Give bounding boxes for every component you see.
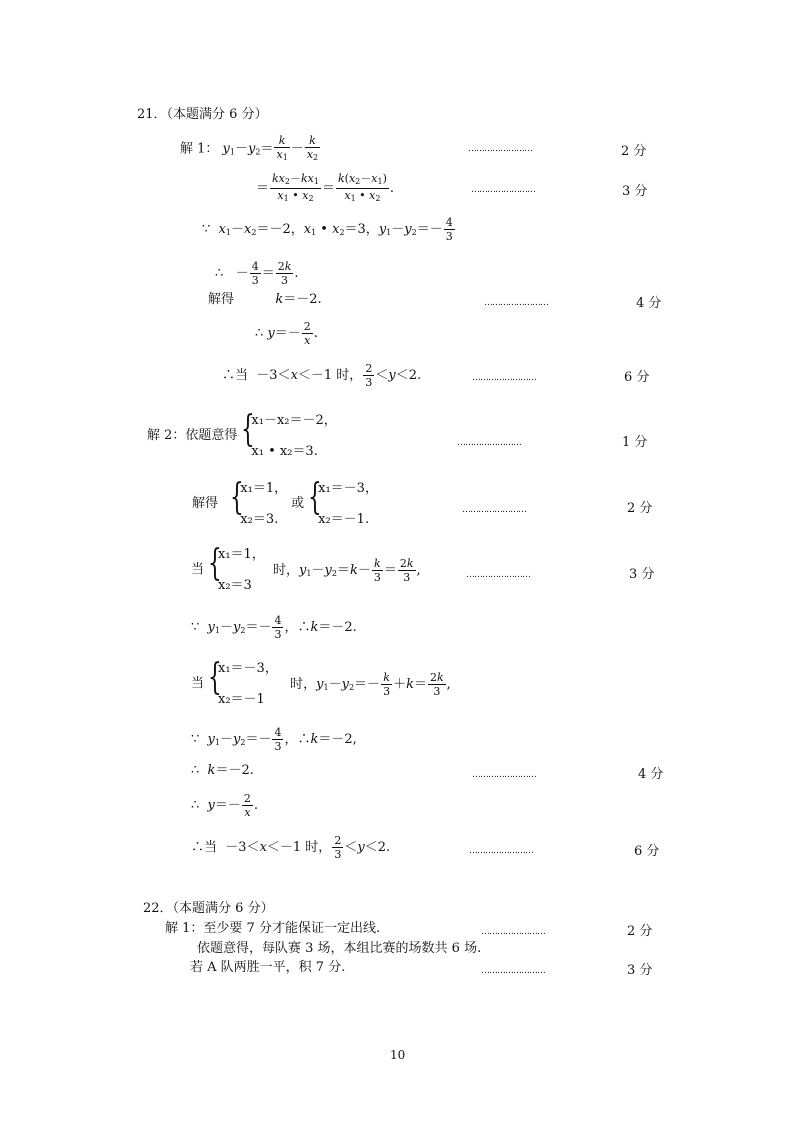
score: 2 分 <box>621 144 647 159</box>
q21-s2-line5: 当 { x₁＝－3， x₂＝－1 时，$y_1-y_2=-$ $\frac{k}{3}$ ＋k＝ $\frac{2k}{3}$ , <box>191 657 451 707</box>
q21-s2-line8: ∴ y＝－ $\frac{2}{x}$ . <box>191 792 259 819</box>
dots: …………………… <box>472 770 536 780</box>
dots: …………………… <box>472 373 536 383</box>
score: 3 分 <box>629 567 655 582</box>
q21-s1-line3: ∵ $x_1-x_2=-2$，$x_1$ • $x_2=3$，$y_1-y_2=-$ $\frac{4}{3}$ <box>202 216 453 243</box>
q21-s1-label: 解 1： <box>180 141 219 157</box>
q21-s2-line4: ∵ $y_1-y_2=-$ $\frac{4}{3}$ ，∴k＝－2. <box>191 614 357 641</box>
dots: …………………… <box>469 846 533 856</box>
page-number: 10 <box>390 1048 406 1062</box>
q21-s2-line3: 当 { x₁＝1， x₂＝3 时，$y_1-y_2=k-$ $\frac{k}{3}$ ＝ $\frac{2k}{3}$ , <box>191 543 421 593</box>
q21-s1-line6: ∴ y＝－ $\frac{2}{x}$ . <box>255 320 318 347</box>
q21-s1-line5: 解得 k＝－2. <box>208 292 322 307</box>
q21-header: 21．（本题满分 6 分） <box>137 107 268 122</box>
dots: …………………… <box>481 966 545 976</box>
q22-line3: 若 A 队两胜一平，积 7 分. <box>190 960 346 975</box>
q21-s2-line2: 解得 { x₁＝1， x₂＝3. 或 { x₁＝－3， x₂＝－1. <box>192 477 378 527</box>
dots: …………………… <box>457 438 521 448</box>
score: 1 分 <box>622 435 648 450</box>
score: 2 分 <box>627 924 653 939</box>
q22-line1: 解 1：至少要 7 分才能保证一定出线. <box>165 921 381 936</box>
q21-s2-line7: ∴ k＝－2. <box>191 763 254 778</box>
q21-s1-line4: ∴ － $\frac{4}{3}$ ＝ $\frac{2k}{3}$ . <box>215 260 299 287</box>
q21-s1-line1: 解 1： $y_1-y_2=$ $\frac{k}{x_1}$ － $\frac{k}{x_2}$ <box>180 134 319 162</box>
dots: …………………… <box>471 185 535 195</box>
score: 4 分 <box>636 296 662 311</box>
score: 3 分 <box>622 184 648 199</box>
q21-s1-line7: ∴当 －3＜x＜－1 时， $\frac{2}{3}$ ＜y＜2. <box>222 362 422 389</box>
dots: …………………… <box>481 927 545 937</box>
q21-s2-line1: 解 2：依题意得 { x₁－x₂＝－2， x₁ • x₂＝3. <box>147 409 337 459</box>
q22-line2: 依题意得，每队赛 3 场，本组比赛的场数共 6 场. <box>197 941 482 956</box>
dots: …………………… <box>466 570 530 580</box>
q21-s1-line2: ＝ $\frac{kx_2-kx_1}{x_1 • x_2}$ ＝ $\frac{k(x_2-x_1)}{x_1 • x_2}$ . <box>256 172 394 203</box>
q21-s2-line6: ∵ $y_1-y_2=-$ $\frac{4}{3}$ ，∴k＝－2, <box>191 726 357 753</box>
dots: …………………… <box>462 505 526 515</box>
dots: …………………… <box>484 298 548 308</box>
dots: …………………… <box>468 144 532 154</box>
score: 3 分 <box>627 963 653 978</box>
score: 4 分 <box>638 767 664 782</box>
score: 2 分 <box>627 501 653 516</box>
q22-header: 22．（本题满分 6 分） <box>143 901 274 916</box>
q21-s2-line9: ∴当 －3＜x＜－1 时， $\frac{2}{3}$ ＜y＜2. <box>191 834 391 861</box>
score: 6 分 <box>634 844 660 859</box>
score: 6 分 <box>624 370 650 385</box>
